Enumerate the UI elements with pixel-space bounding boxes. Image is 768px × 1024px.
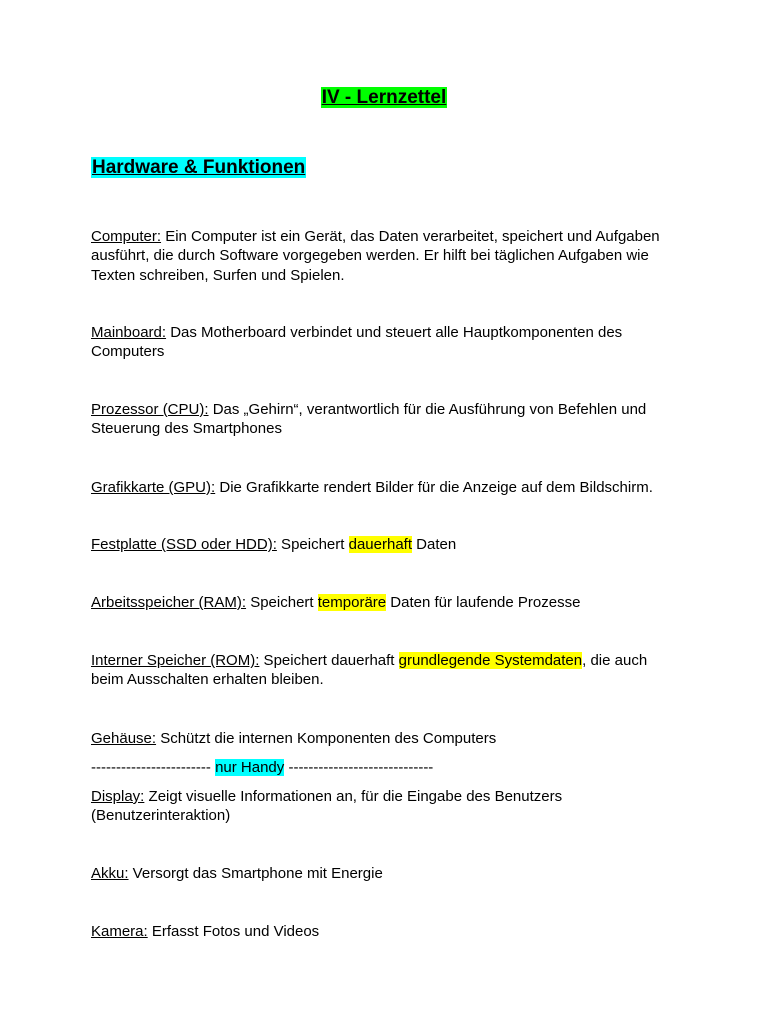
document-title <box>0 86 768 110</box>
entry-gpu <box>91 478 681 497</box>
divider-right-dashes: ----------------------------- <box>284 759 434 776</box>
section-heading <box>91 156 306 180</box>
term-akku: Akku: <box>91 865 129 882</box>
term-rom: Interner Speicher (ROM): <box>91 652 260 669</box>
definition-gehaeuse: Schützt die internen Komponenten des Computers <box>156 730 497 747</box>
definition-computer: Ein Computer ist ein Gerät, das Daten verarbeitet, speichert und Aufgaben ausführt, die durch Software vorgegeben werden. Er hilft bei täglichen Aufgaben wie Texten schreiben, Surfen und Spielen. <box>91 228 660 284</box>
document-title-text: IV - Lernzettel <box>321 87 447 108</box>
term-ram: Arbeitsspeicher (RAM): <box>91 594 247 611</box>
definition-cpu: Das „Gehirn“, verantwortlich für die Ausführung von Befehlen und Steuerung des Smartphones <box>91 401 647 438</box>
definition-rom-start: Speichert dauerhaft <box>259 652 399 669</box>
definition-mainboard: Das Motherboard verbindet und steuert alle Hauptkomponenten des Computers <box>91 324 623 361</box>
term-computer: Computer: <box>91 228 162 245</box>
highlight-temporaere: temporäre <box>317 594 387 611</box>
definition-festplatte-end: Daten <box>412 536 457 553</box>
section-heading-text: Hardware & Funktionen <box>92 157 306 178</box>
term-mainboard: Mainboard: <box>91 324 167 341</box>
term-gpu: Grafikkarte (GPU): <box>91 479 216 496</box>
definition-akku: Versorgt das Smartphone mit Energie <box>128 865 383 882</box>
term-gehaeuse: Gehäuse: <box>91 730 157 747</box>
entry-display <box>91 787 681 826</box>
highlight-systemdaten: grundlegende Systemdaten <box>398 652 583 669</box>
entry-mainboard <box>91 323 681 362</box>
term-kamera: Kamera: <box>91 923 148 940</box>
entry-festplatte <box>91 535 681 554</box>
highlight-dauerhaft: dauerhaft <box>348 536 412 553</box>
entry-ram <box>91 593 681 612</box>
definition-ram-end: Daten für laufende Prozesse <box>386 594 581 611</box>
entry-akku <box>91 864 681 883</box>
definition-gpu: Die Grafikkarte rendert Bilder für die Anzeige auf dem Bildschirm. <box>215 479 653 496</box>
definition-ram-start: Speichert <box>246 594 318 611</box>
term-festplatte: Festplatte (SSD oder HDD): <box>91 536 277 553</box>
definition-rom-end: , die auch beim Ausschalten erhalten bleiben. <box>91 652 648 689</box>
definition-kamera: Erfasst Fotos und Videos <box>147 923 320 940</box>
definition-display: Zeigt visuelle Informationen an, für die Eingabe des Benutzers (Benutzerinteraktion) <box>91 788 563 825</box>
entry-rom <box>91 651 681 690</box>
divider-label: nur Handy <box>215 759 285 776</box>
divider-left-dashes: ------------------------ <box>91 759 216 776</box>
entry-kamera <box>91 922 681 941</box>
term-cpu: Prozessor (CPU): <box>91 401 209 418</box>
divider-nur-handy <box>91 758 681 777</box>
definition-festplatte-start: Speichert <box>276 536 349 553</box>
term-display: Display: <box>91 788 145 805</box>
entry-gehaeuse <box>91 729 681 748</box>
entry-cpu <box>91 400 681 439</box>
entry-computer <box>91 227 681 285</box>
